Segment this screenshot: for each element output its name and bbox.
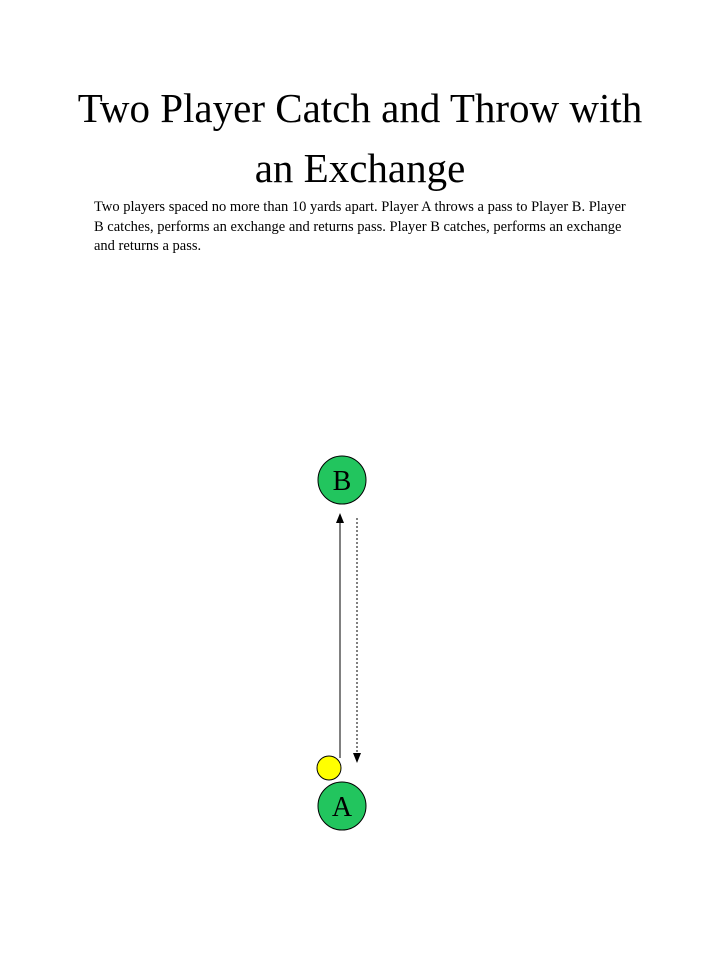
title-line-2: an Exchange [254,145,466,191]
player-b-label: B [332,466,352,497]
ball [317,756,341,780]
title-line-1: Two Player Catch and Throw with [77,85,643,131]
player-a-label: A [331,792,353,823]
drill-description: Two players spaced no more than 10 yards apart. Player A throws a pass to Player B. Player B catches, performs an exchange and returns pass. Player B catches, performs an exchange and returns a pass. [94,199,626,254]
player-a [318,782,366,830]
player-b [318,456,366,504]
